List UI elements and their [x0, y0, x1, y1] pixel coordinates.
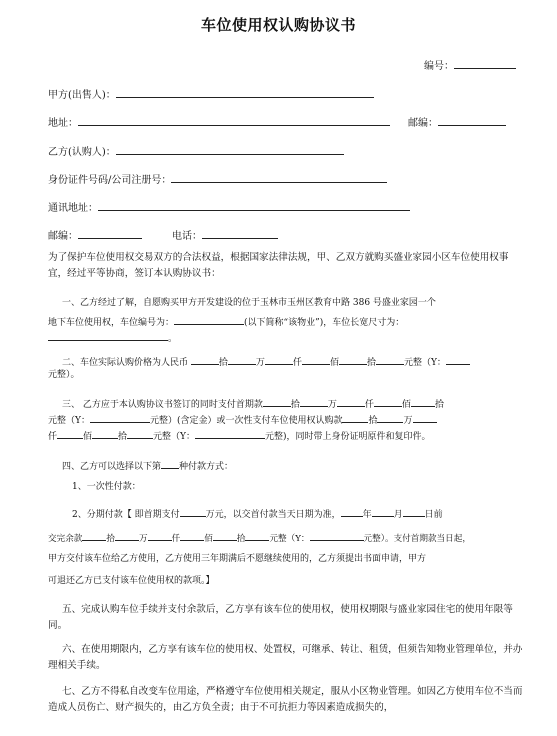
unit-wan: 万 — [327, 400, 337, 410]
unit-yuan: 元整（Y： — [153, 432, 195, 442]
clause-6: 六、在使用期限内，乙方享有该车位的使用权、处置权，可继承、转让、租赁，但须告知物业管理单位，并办理相关手续。 — [48, 644, 523, 671]
payment-option-2-line-4: 可退还乙方已支付该车位使用权的款项。】 — [48, 576, 215, 586]
unit-shi-2: 拾 — [236, 534, 246, 544]
document-title: 车位使用权认购协议书 — [200, 16, 356, 34]
unit-qian: 仟 — [292, 358, 302, 368]
blank — [341, 506, 363, 517]
blank — [376, 354, 404, 365]
id-label: 身份证件号码/公司注册号： — [48, 175, 172, 186]
unit-shi: 拾 — [290, 400, 300, 410]
clause-3-line-3 — [48, 428, 431, 443]
blank — [213, 530, 237, 541]
clause-3-line-2 — [48, 412, 437, 427]
party-b-blank — [116, 144, 344, 155]
blank — [161, 458, 179, 469]
unit-shi: 拾 — [218, 358, 228, 368]
unit-wan: 万 — [255, 358, 265, 368]
payment-option-2-line-2 — [48, 530, 471, 545]
blank — [245, 530, 269, 541]
intro-paragraph: 为了保护车位使用权交易双方的合法权益，根据国家法律法规，甲、乙双方就购买盛业家园小区车位使用权事宜，经过平等协商，签订本认购协议书： — [48, 252, 509, 279]
postcode-field — [408, 115, 506, 130]
unit-shi: 拾 — [118, 432, 128, 442]
postcode-blank — [438, 115, 506, 126]
clause-1-line-3 — [48, 330, 177, 345]
postcode-label-2: 邮编： — [48, 231, 78, 242]
blank — [302, 354, 330, 365]
unit-wan: 万 — [139, 534, 148, 544]
blank — [263, 396, 291, 407]
party-a-label: 甲方(出售人)： — [48, 90, 116, 101]
blank — [403, 506, 425, 517]
postcode-blank-2 — [78, 228, 142, 239]
clause-4-line-1 — [62, 458, 233, 473]
unit-yuan: 元整（Y： — [269, 534, 310, 544]
mail-address-field — [48, 200, 410, 215]
mail-address-blank — [98, 200, 410, 211]
option-2-text-3: 元整）。支付首期款当日起， — [363, 534, 471, 544]
unit-shi-2: 拾 — [434, 400, 444, 410]
clause-4-text-2: 种付款方式： — [179, 462, 234, 472]
blank — [300, 396, 328, 407]
blank — [115, 530, 139, 541]
blank — [127, 428, 153, 439]
blank — [411, 396, 435, 407]
party-a-field — [48, 87, 374, 102]
clause-7: 七、乙方不得私自改变车位用途，严格遵守车位使用相关规定，服从小区物业管理。如因乙方使用车位不当而造成人员伤亡、财产损失的，由乙方负全责；由于不可抗拒力等因素造成损失的， — [48, 686, 523, 713]
option-2-balance: 交完余款 — [48, 534, 83, 544]
id-field — [48, 172, 387, 187]
clause-3-text-3: 元整）(含定金）或一次性支付车位使用权认购款 — [149, 416, 343, 426]
option-2-text: 2、分期付款【 即首期支付 — [72, 510, 180, 520]
blank — [90, 412, 150, 423]
mail-address-label: 通讯地址： — [48, 203, 98, 214]
blank — [265, 354, 293, 365]
clause-1-text-2: (以下简称“该物业”)，车位长宽尺寸为： — [244, 318, 405, 328]
parking-number-blank — [174, 314, 244, 325]
number-blank — [454, 58, 516, 69]
id-blank — [171, 172, 387, 183]
clause-3-text-2: 元整（Y： — [48, 416, 90, 426]
clause-4-text: 四、乙方可以选择以下第 — [62, 462, 162, 472]
number-label: 编号： — [424, 61, 454, 72]
unit-bai: 佰 — [401, 400, 411, 410]
blank — [180, 506, 206, 517]
clause-5: 五、完成认购车位手续并支付余款后，乙方享有该车位的使用权，使用权期限与盛业家园住宅的使用年限等同。 — [48, 604, 513, 631]
clause-3-end: 元整)，同时带上身份证明原件和复印件。 — [265, 432, 431, 442]
blank — [228, 354, 256, 365]
blank — [148, 530, 172, 541]
unit-bai: 佰 — [204, 534, 213, 544]
clause-2-line-2: 元整）。 — [48, 370, 80, 380]
blank — [342, 412, 368, 423]
unit-year: 年 — [362, 510, 372, 520]
phone-blank — [202, 228, 278, 239]
postcode-label: 邮编： — [408, 118, 438, 129]
unit-qian: 仟 — [48, 432, 58, 442]
parking-size-blank — [48, 330, 168, 341]
blank — [377, 412, 403, 423]
clause-3-line-1 — [62, 396, 444, 411]
address-field — [48, 115, 390, 130]
option-2-text-2: 万元，以交首付款当天日期为准， — [205, 510, 341, 520]
clause-1-end: 。 — [168, 334, 178, 344]
blank — [310, 530, 364, 541]
clause-1-line-1: 一、乙方经过了解，自愿购买甲方开发建设的位于玉林市玉州区教育中路 386 号盛业家园一个 — [62, 298, 436, 308]
blank — [446, 354, 470, 365]
blank — [337, 396, 365, 407]
clause-2-text: 二、车位实际认购价格为人民币 — [62, 358, 189, 368]
blank — [82, 530, 106, 541]
unit-shi-2: 拾 — [366, 358, 376, 368]
clause-3-text: 三、 乙方应于本认购协议书签订的同时支付首期款 — [62, 400, 263, 410]
unit-shi: 拾 — [368, 416, 378, 426]
number-field — [424, 58, 516, 73]
clause-1-text: 地下车位使用权，车位编号为： — [48, 318, 175, 328]
unit-bai: 佰 — [83, 432, 93, 442]
unit-day: 日前 — [424, 510, 443, 520]
party-a-blank — [116, 87, 374, 98]
blank — [92, 428, 118, 439]
blank — [191, 354, 219, 365]
clause-2-line-1 — [62, 354, 470, 369]
blank — [374, 396, 402, 407]
blank — [57, 428, 83, 439]
address-label: 地址： — [48, 118, 78, 129]
unit-shi: 拾 — [106, 534, 115, 544]
payment-option-2-line-1 — [72, 506, 443, 521]
clause-1-line-2 — [48, 314, 404, 329]
blank — [195, 428, 265, 439]
blank — [339, 354, 367, 365]
party-b-field — [48, 144, 344, 159]
payment-option-2-line-3: 甲方交付该车位给乙方使用，乙方使用三年期满后不愿继续使用的，乙方须提出书面申请，甲方 — [48, 554, 427, 564]
unit-wan: 万 — [403, 416, 413, 426]
postcode-phone-row — [48, 228, 278, 243]
unit-yuanzheng: 元整（Y： — [403, 358, 446, 368]
blank — [413, 412, 437, 423]
unit-qian: 仟 — [171, 534, 181, 544]
unit-qian: 仟 — [364, 400, 374, 410]
payment-option-1: 1、一次性付款： — [72, 482, 141, 492]
blank — [180, 530, 204, 541]
address-blank — [78, 115, 390, 126]
blank — [372, 506, 394, 517]
party-b-label: 乙方(认购人)： — [48, 147, 116, 158]
unit-month: 月 — [393, 510, 403, 520]
unit-bai: 佰 — [329, 358, 339, 368]
phone-label: 电话： — [172, 231, 202, 242]
